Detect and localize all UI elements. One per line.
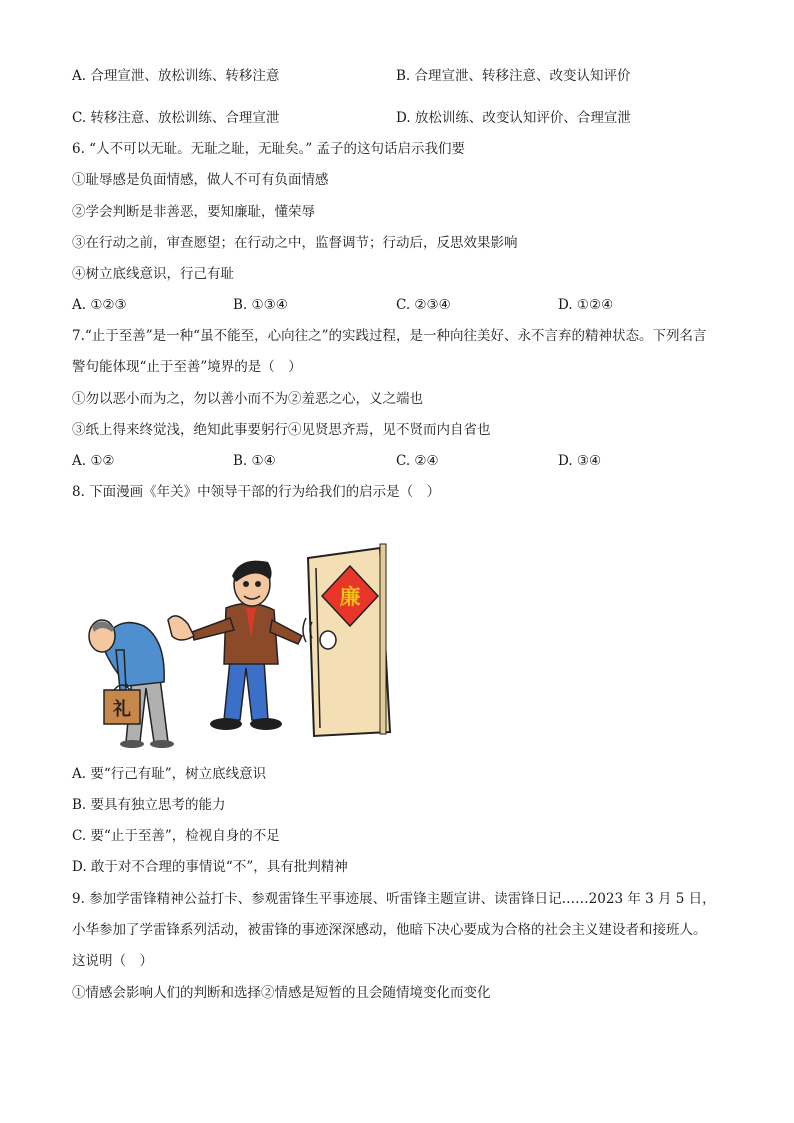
q8-stem: 8. 下面漫画《年关》中领导干部的行为给我们的启示是（ ） — [72, 484, 441, 500]
q6-item-3: ③在行动之前，审查愿望；在行动之中，监督调节；行动后，反思效果影响 — [72, 235, 518, 251]
q7-option-d: D. ③④ — [558, 453, 602, 469]
q7-item-2: ③纸上得来终觉浅，绝知此事要躬行④见贤思齐焉，见不贤而内自省也 — [72, 422, 491, 438]
q5-option-d: D. 放松训练、改变认知评价、合理宣泄 — [396, 110, 631, 126]
q6-option-b: B. ①③④ — [233, 297, 288, 313]
comic-illustration — [80, 540, 410, 750]
q7-option-a: A. ①② — [72, 453, 115, 469]
q7-item-1: ①勿以恶小而为之，勿以善小而不为②羞恶之心，义之端也 — [72, 391, 423, 407]
q6-option-c: C. ②③④ — [396, 297, 451, 313]
gift-box — [104, 685, 140, 724]
q7-option-b: B. ①④ — [233, 453, 276, 469]
q8-option-d: D. 敢于对不合理的事情说“不”，具有批判精神 — [72, 859, 348, 875]
q6-option-a: A. ①②③ — [72, 297, 127, 313]
q7-stem-line-1: 7.“止于至善”是一种“虽不能至，心向往之”的实践过程，是一种向往美好、永不言弃的精神状态。下列名言 — [72, 328, 707, 344]
q5-option-c: C. 转移注意、放松训练、合理宣泄 — [72, 110, 280, 126]
q6-item-1: ①耻辱感是负面情感，做人不可有负面情感 — [72, 172, 329, 188]
q9-stem-line-2: 小华参加了学雷锋系列活动，被雷锋的事迹深深感动，他暗下决心要成为合格的社会主义建设者和接班人。 — [72, 922, 707, 938]
q6-option-d: D. ①②④ — [558, 297, 614, 313]
door — [308, 544, 390, 736]
q6-item-2: ②学会判断是非善恶，要知廉耻，懂荣辱 — [72, 204, 315, 220]
q5-option-a: A. 合理宣泄、放松训练、转移注意 — [72, 68, 280, 84]
q7-stem-line-2: 警句能体现“止于至善”境界的是（ ） — [72, 359, 302, 375]
q9-item-1: ①情感会影响人们的判断和选择②情感是短暂的且会随情境变化而变化 — [72, 985, 491, 1001]
lian-sign-text: 廉 — [339, 585, 361, 609]
gift-giver-figure — [89, 620, 174, 748]
q8-option-c: C. 要“止于至善”，检视自身的不足 — [72, 828, 280, 844]
gift-box-text: 礼 — [113, 699, 131, 720]
official-figure — [168, 561, 302, 730]
comic-nian-guan — [80, 540, 410, 750]
q5-option-b: B. 合理宣泄、转移注意、改变认知评价 — [396, 68, 631, 84]
q8-option-a: A. 要“行己有耻”，树立底线意识 — [72, 766, 267, 782]
q9-stem-line-3: 这说明（ ） — [72, 953, 153, 969]
q7-option-c: C. ②④ — [396, 453, 439, 469]
q9-stem-line-1: 9. 参加学雷锋精神公益打卡、参观雷锋生平事迹展、听雷锋主题宣讲、读雷锋日记……2023 年 3 月 5 日， — [72, 891, 716, 907]
q6-item-4: ④树立底线意识，行己有耻 — [72, 266, 234, 282]
q6-stem: 6. “人不可以无耻。无耻之耻，无耻矣。” 孟子的这句话启示我们要 — [72, 141, 466, 157]
q8-option-b: B. 要具有独立思考的能力 — [72, 797, 226, 813]
